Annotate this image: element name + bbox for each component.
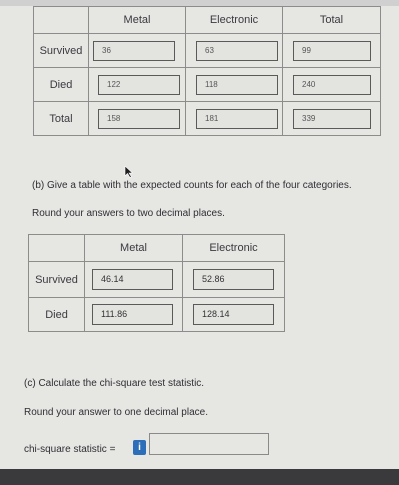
- observed-table: [33, 6, 381, 136]
- observed-row-label-survived: Survived: [34, 34, 89, 68]
- bottom-band: [0, 469, 399, 485]
- expected-row-label-survived: Survived: [29, 262, 85, 298]
- observed-total-total-value: 339: [293, 109, 371, 129]
- observed-total-electronic-value: 181: [196, 109, 278, 129]
- expected-died-electronic-input[interactable]: 128.14: [193, 304, 274, 325]
- observed-row-label-total: Total: [34, 102, 89, 136]
- observed-died-total-value: 240: [293, 75, 371, 95]
- expected-survived-electronic-input[interactable]: 52.86: [193, 269, 274, 290]
- observed-survived-electronic-value: 63: [196, 41, 278, 61]
- expected-row-label-died: Died: [29, 298, 85, 332]
- observed-header-corner: [34, 7, 89, 34]
- expected-header-corner: [29, 235, 85, 262]
- observed-header-total: Total: [283, 7, 381, 34]
- expected-header-electronic: Electronic: [183, 235, 285, 262]
- expected-died-metal-input[interactable]: 111.86: [92, 304, 173, 325]
- observed-header-metal: Metal: [89, 7, 186, 34]
- observed-died-metal-value: 122: [98, 75, 180, 95]
- mouse-cursor-icon: [124, 166, 134, 178]
- part-c-instruction: Round your answer to one decimal place.: [24, 407, 208, 418]
- part-c-prompt: (c) Calculate the chi-square test statistic.: [24, 378, 205, 389]
- observed-died-electronic-value: 118: [196, 75, 278, 95]
- observed-total-metal-value: 158: [98, 109, 180, 129]
- part-b-instruction: Round your answers to two decimal places.: [32, 208, 225, 219]
- chi-square-label: chi-square statistic =: [24, 444, 116, 455]
- expected-header-metal: Metal: [85, 235, 183, 262]
- observed-survived-total-value: 99: [293, 41, 371, 61]
- observed-row-label-died: Died: [34, 68, 89, 102]
- expected-survived-metal-input[interactable]: 46.14: [92, 269, 173, 290]
- chi-square-input[interactable]: [149, 433, 269, 455]
- observed-survived-metal-value: 36: [93, 41, 175, 61]
- info-icon[interactable]: i: [133, 440, 146, 455]
- part-b-prompt: (b) Give a table with the expected counts for each of the four categories.: [32, 180, 352, 191]
- observed-header-electronic: Electronic: [186, 7, 283, 34]
- expected-table: [28, 234, 285, 332]
